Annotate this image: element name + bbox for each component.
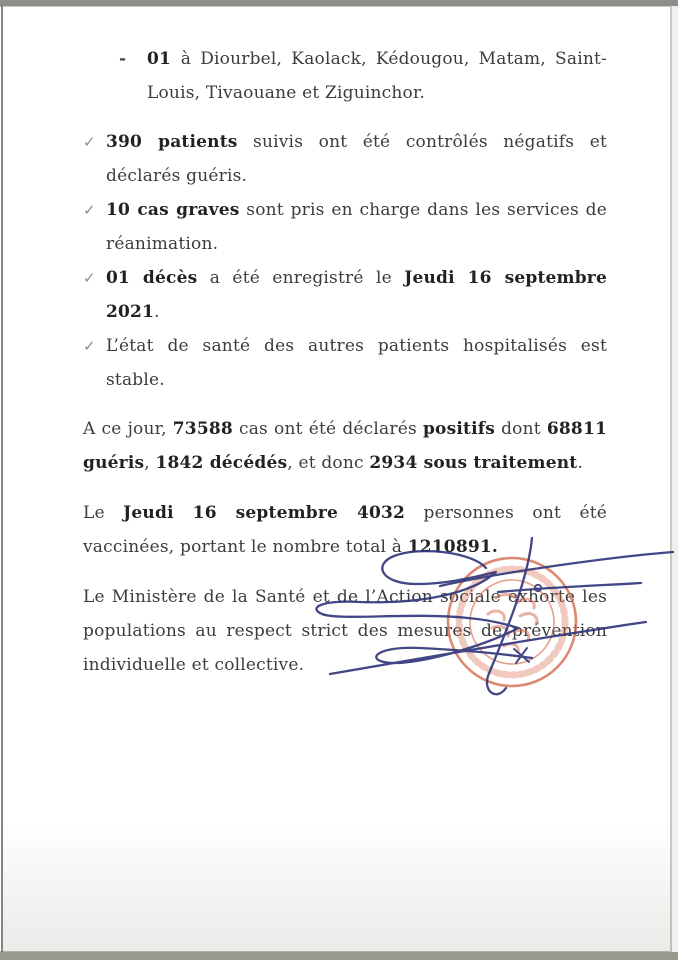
text-segment: 01 décès [106,268,198,288]
check-item-text [106,329,607,397]
text-segment: . [577,453,583,473]
text-segment: 2934 sous traitement [369,453,578,473]
check-item-text [106,125,607,193]
paragraph-totals [83,412,607,480]
text-segment: 1842 décédés [155,453,288,473]
text-segment: , et donc [287,453,370,473]
check-item-etat-stable [83,329,607,397]
official-stamp [448,558,576,686]
photo-edge-right-line [670,6,672,952]
text-segment: 68811 guéris [83,419,608,473]
check-list [83,125,607,397]
check-item-patients-gueris [83,125,607,193]
text-segment: A ce jour, [83,419,173,439]
check-icon: ✓ [83,269,96,287]
text-segment: personnes ont été vaccinées, portant le nombre total à [83,503,607,557]
text-segment: Le [83,503,124,523]
text-segment: 390 patients [106,132,238,152]
photo-edge-left [1,6,3,952]
text-segment: Jeudi 16 septembre 4032 [123,503,406,523]
dash-bullet: - [119,49,127,69]
dash-list-item-regions [119,42,607,110]
text-segment: . [154,302,160,322]
text-segment: 73588 [172,419,233,439]
text-segment: L’état de santé des autres patients hospitalisés est stable. [106,336,607,390]
text-segment: Le Ministère de la Santé et de l’Action sociale exhorte les populations au respect strict des mesures de prévention individuelle et collective. [83,587,607,675]
text-segment: à Diourbel, Kaolack, Kédougou, Matam, Saint-Louis, Tivaouane et Ziguinchor. [147,49,607,103]
check-icon: ✓ [83,133,96,151]
text-segment: , [144,453,156,473]
signature-block [300,528,678,718]
check-item-cas-graves [83,193,607,261]
check-item-text [106,193,607,261]
check-icon: ✓ [83,337,96,355]
text-segment: a été enregistré le [197,268,405,288]
check-item-text [106,261,607,329]
text-segment: cas ont été déclarés [232,419,423,439]
text-segment: Jeudi 16 septembre 2021 [106,268,607,322]
dash-item-text [147,42,607,110]
text-segment: 10 cas graves [106,200,240,220]
text-segment: 01 [147,49,181,69]
photo-bottom-shadow [3,822,672,952]
photo-edge-right [672,6,678,952]
text-segment: dont [495,419,547,439]
photo-edge-top [0,0,678,7]
text-segment: sont pris en charge dans les services de réanimation. [106,200,607,254]
text-segment: suivis ont été contrôlés négatifs et déclarés guéris. [106,132,607,186]
text-segment: 1210891. [407,537,499,557]
check-icon: ✓ [83,201,96,219]
check-item-deces [83,261,607,329]
text-segment: positifs [422,419,496,439]
photo-edge-bottom [0,951,678,960]
